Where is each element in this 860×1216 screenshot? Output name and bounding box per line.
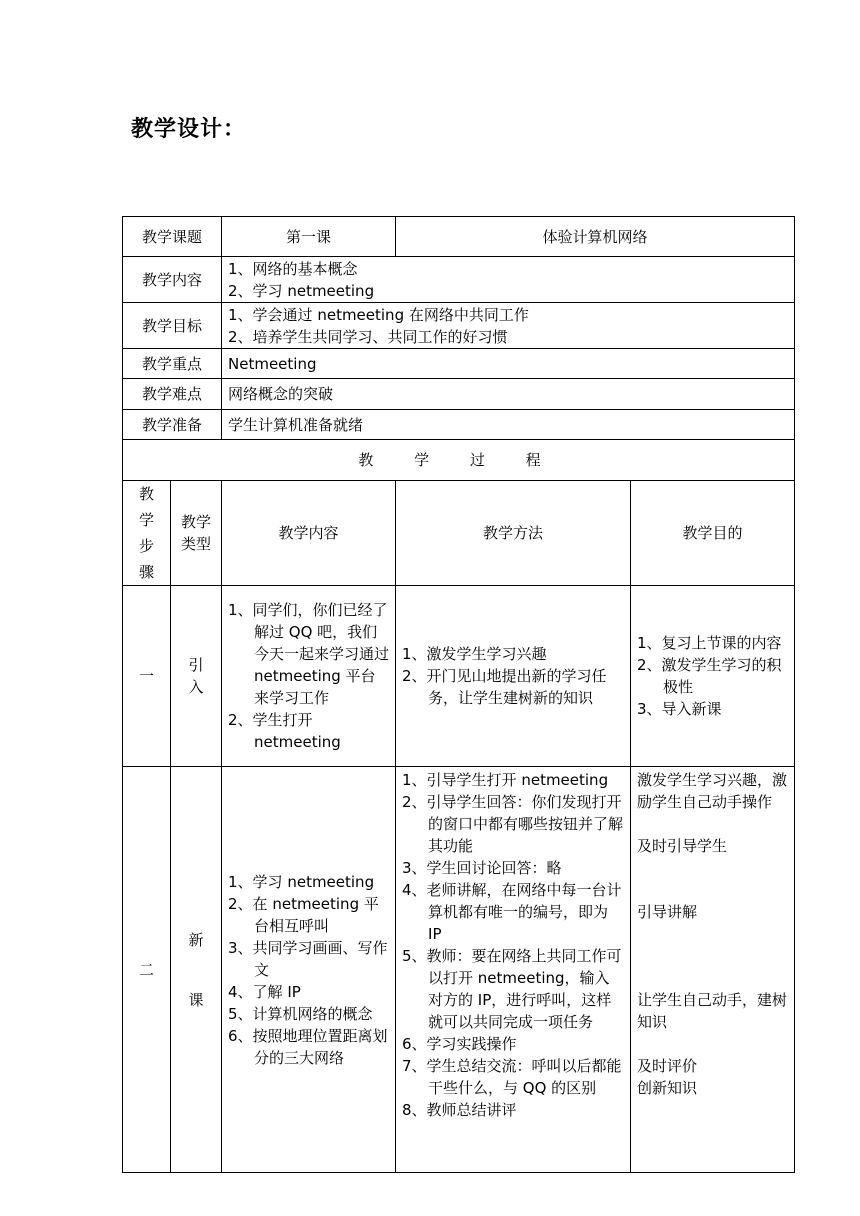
row-process-headers [123,481,795,586]
row-content [123,257,795,303]
list-item: 1、学习 netmeeting [228,872,375,891]
topic-title: 体验计算机网络 [396,217,795,257]
header-content: 教学内容 [222,481,396,586]
list-item: 1、引导学生打开 netmeeting [402,771,609,789]
row-focus [123,349,795,379]
goal-line: 1、学会通过 netmeeting 在网络中共同工作 [228,305,529,324]
list-item: 2、在 netmeeting 平台相互呼叫 [228,894,379,935]
header-type-text: 教学类型 [181,513,212,553]
focus-label: 教学重点 [123,349,222,379]
row-topic [123,217,795,257]
purpose-line: 让学生自己动手，建树知识 [637,991,788,1031]
stage1-content [222,586,396,767]
list-item: 1、同学们，你们已经了解过 QQ 吧，我们今天一起来学习通过 netmeeting 平台来学习工作 [228,601,390,707]
prep-label: 教学准备 [123,410,222,440]
list-item: 5、教师：要在网络上共同工作可以打开 netmeeting，输入对方的 IP，进行呼叫，这样就可以共同完成一项任务 [402,947,622,1031]
content-label: 教学内容 [123,257,222,303]
process-title: 教 学 过 程 [123,440,795,481]
stage1-type-text: 引入 [188,656,204,696]
header-step-text: 教学步骤 [139,485,155,581]
list-item: 6、学习实践操作 [402,1035,517,1053]
list-item: 8、教师总结讲评 [402,1101,517,1119]
difficulty-value: 网络概念的突破 [222,379,795,410]
stage2-type-text: 新课 [188,930,204,1009]
list-item: 1、复习上节课的内容 [637,634,782,652]
list-item: 4、了解 IP [228,982,301,1001]
stage1-purpose [631,586,795,767]
stage2-step: 二 [123,767,171,1173]
stage1-type [171,586,222,767]
content-line: 2、学习 netmeeting [228,281,375,300]
stage2-method [396,767,631,1173]
list-item: 4、老师讲解，在网络中每一台计算机都有唯一的编号，即为 IP [402,881,622,943]
list-item: 2、学生打开 netmeeting [228,711,341,751]
lesson-plan-table [122,216,795,1173]
row-goals [123,303,795,349]
goals-label: 教学目标 [123,303,222,349]
row-difficulty [123,379,795,410]
stage1-method [396,586,631,767]
purpose-line: 及时评价 [637,1057,698,1075]
list-item: 7、学生总结交流：呼叫以后都能干些什么，与 QQ 的区别 [402,1057,622,1097]
list-item: 2、引导学生回答：你们发现打开的窗口中都有哪些按钮并了解其功能 [402,793,624,855]
goal-line: 2、培养学生共同学习、共同工作的好习惯 [228,327,508,346]
list-item: 3、学生回讨论回答：略 [402,859,562,877]
row-stage-intro [123,586,795,767]
topic-label: 教学课题 [123,217,222,257]
list-item: 3、共同学习画画、写作文 [228,938,388,979]
list-item: 2、激发学生学习的积极性 [637,656,782,696]
purpose-line: 及时引导学生 [637,837,728,855]
list-item: 3、导入新课 [637,700,722,718]
goals-value [222,303,795,349]
purpose-line: 引导讲解 [637,903,698,921]
stage1-step: 一 [123,586,171,767]
purpose-line: 创新知识 [637,1079,698,1097]
content-line: 1、网络的基本概念 [228,259,358,278]
list-item: 5、计算机网络的概念 [228,1004,373,1023]
topic-lesson: 第一课 [222,217,396,257]
header-purpose: 教学目的 [631,481,795,586]
header-method: 教学方法 [396,481,631,586]
list-item: 2、开门见山地提出新的学习任务，让学生建树新的知识 [402,667,607,707]
stage2-type [171,767,222,1173]
header-step [123,481,171,586]
list-item: 1、激发学生学习兴趣 [402,645,547,663]
header-type [171,481,222,586]
page-heading: 教学设计： [131,117,247,142]
stage2-content [222,767,396,1173]
row-process-title [123,440,795,481]
difficulty-label: 教学难点 [123,379,222,410]
purpose-line: 激发学生学习兴趣，激励学生自己动手操作 [637,771,788,811]
prep-value: 学生计算机准备就绪 [222,410,795,440]
focus-value: Netmeeting [222,349,795,379]
stage2-purpose [631,767,795,1173]
content-value [222,257,795,303]
row-stage-new [123,767,795,1173]
row-prep [123,410,795,440]
list-item: 6、按照地理位置距离划分的三大网络 [228,1026,388,1067]
